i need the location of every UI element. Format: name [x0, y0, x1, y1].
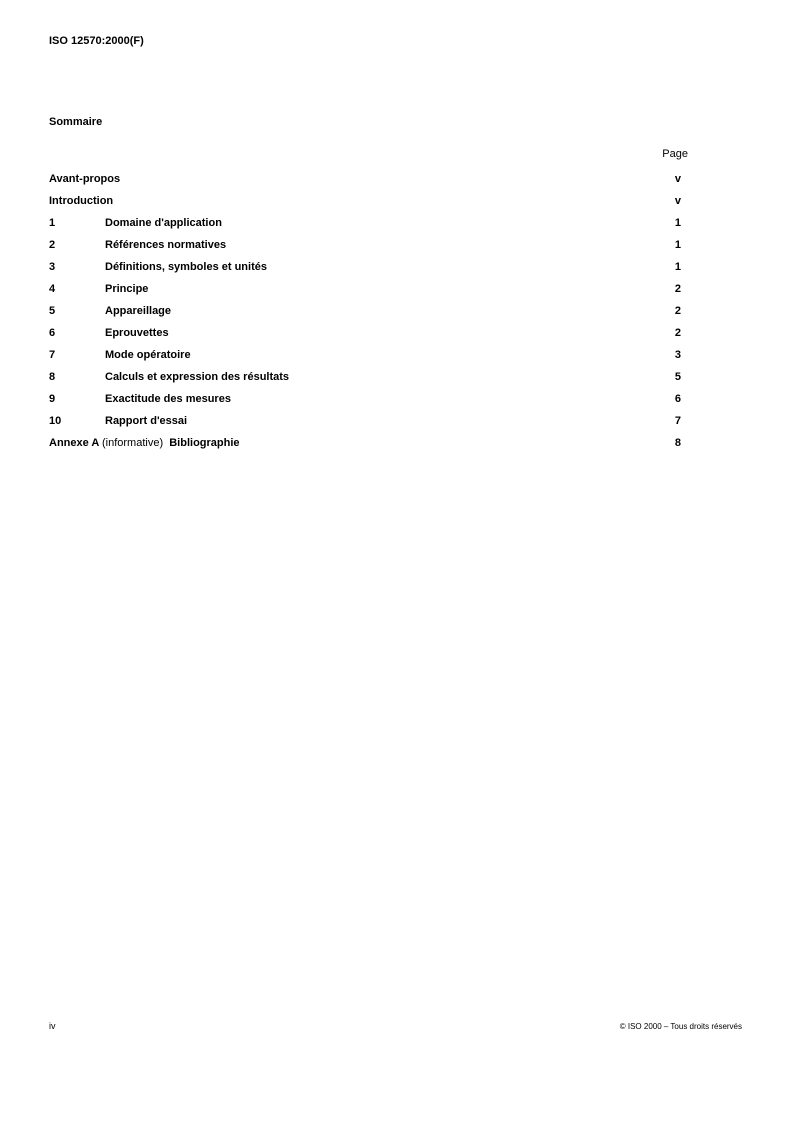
page-column-label: Page: [662, 148, 688, 160]
toc-entry-number: 7: [49, 349, 56, 361]
toc-entry[interactable]: [49, 326, 689, 348]
toc-entry-number: 2: [49, 239, 56, 251]
toc-entry-number: 5: [49, 305, 56, 317]
toc-entry[interactable]: [49, 370, 689, 392]
toc-entry[interactable]: [49, 392, 689, 414]
toc-entry[interactable]: [49, 414, 689, 436]
toc-entry[interactable]: [49, 238, 689, 260]
toc-entry[interactable]: [49, 304, 689, 326]
toc-entry-page: 1: [674, 217, 681, 229]
toc-entry-page: 1: [674, 261, 681, 273]
toc-entry-title: Principe: [105, 283, 149, 295]
toc-entry-number: 9: [49, 393, 56, 405]
toc-entry-number: 1: [49, 217, 56, 229]
table-of-contents: [49, 172, 689, 458]
toc-entry-page: 2: [674, 305, 681, 317]
page-number: iv: [49, 1021, 56, 1031]
toc-entry-page: 7: [674, 415, 681, 427]
toc-entry-page: 8: [674, 437, 681, 449]
toc-entry-title: Définitions, symboles et unités: [105, 261, 267, 273]
toc-entry-page: 5: [674, 371, 681, 383]
toc-entry-title: Introduction: [49, 195, 114, 207]
toc-entry-page: 6: [674, 393, 681, 405]
toc-entry-number: 4: [49, 283, 56, 295]
toc-entry-title: Exactitude des mesures: [105, 393, 231, 405]
toc-entry-page: 3: [674, 349, 681, 361]
toc-entry-page: v: [674, 195, 681, 207]
annex-title: Bibliographie: [169, 437, 240, 449]
toc-entry[interactable]: [49, 194, 689, 216]
toc-entry-annex[interactable]: [49, 436, 689, 458]
toc-entry-number: 8: [49, 371, 56, 383]
toc-entry-number: 10: [49, 415, 62, 427]
toc-entry-page: 2: [674, 283, 681, 295]
toc-entry-title: Calculs et expression des résultats: [105, 371, 290, 383]
toc-entry-number: 3: [49, 261, 56, 273]
document-id: ISO 12570:2000(F): [49, 35, 144, 47]
toc-entry-number: 6: [49, 327, 56, 339]
toc-entry-title: Appareillage: [105, 305, 172, 317]
annex-qualifier: (informative): [101, 437, 164, 449]
toc-entry[interactable]: [49, 260, 689, 282]
toc-entry[interactable]: [49, 172, 689, 194]
toc-entry-title: Domaine d'application: [105, 217, 222, 229]
toc-entry-page: v: [674, 173, 681, 185]
toc-entry-page: 2: [674, 327, 681, 339]
toc-entry-page: 1: [674, 239, 681, 251]
toc-entry-title: Avant-propos: [49, 173, 121, 185]
toc-entry-title: Rapport d'essai: [105, 415, 188, 427]
toc-entry[interactable]: [49, 282, 689, 304]
toc-entry-title: Références normatives: [105, 239, 227, 251]
toc-title: Sommaire: [49, 116, 103, 128]
toc-entry[interactable]: [49, 216, 689, 238]
toc-entry-title: Mode opératoire: [105, 349, 191, 361]
toc-entry-title: Eprouvettes: [105, 327, 169, 339]
copyright: © ISO 2000 – Tous droits réservés: [619, 1022, 742, 1031]
annex-label: Annexe A: [49, 437, 99, 449]
toc-entry[interactable]: [49, 348, 689, 370]
